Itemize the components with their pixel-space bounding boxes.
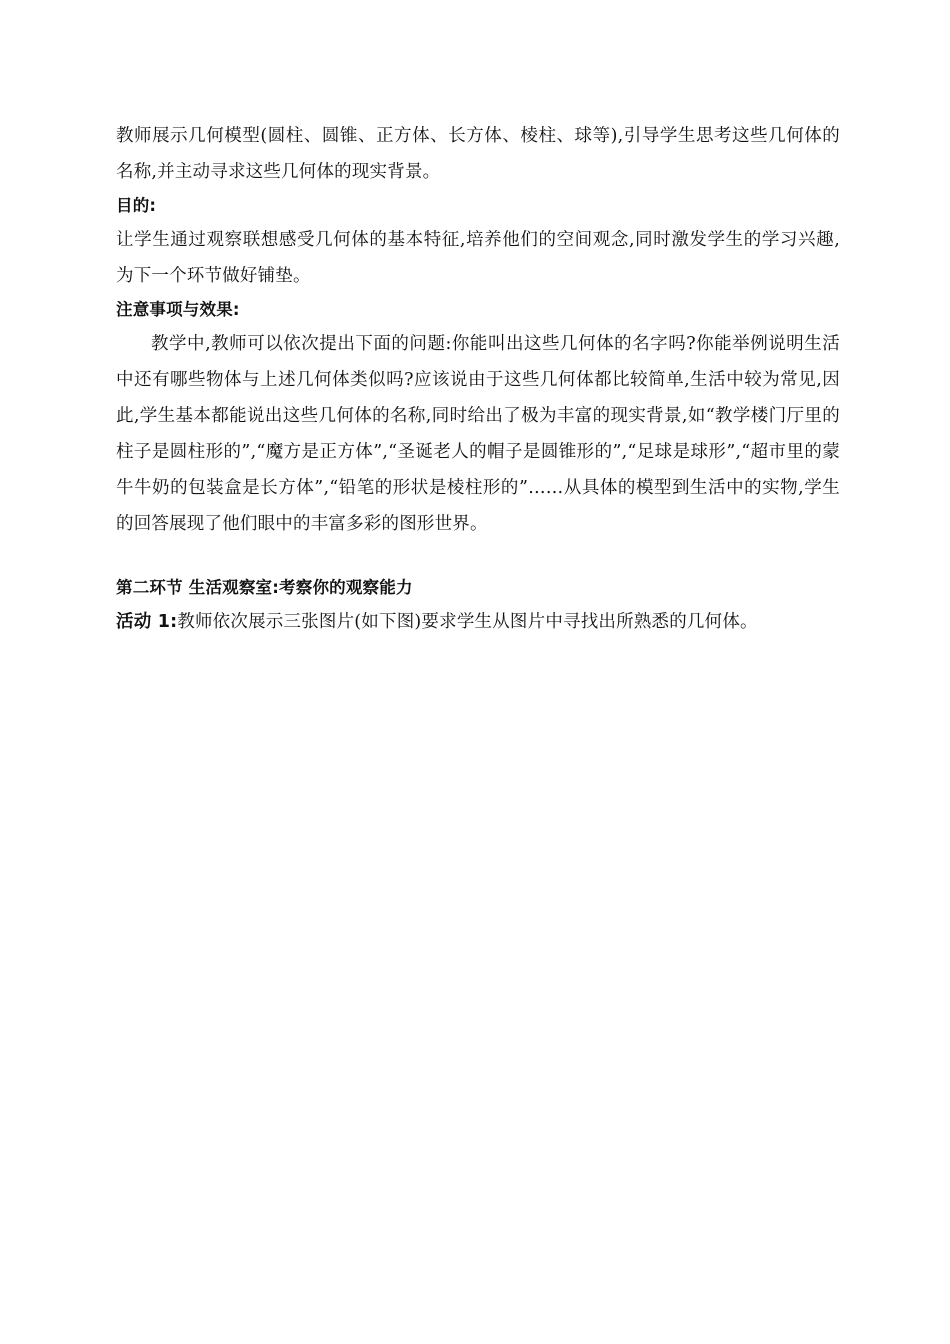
purpose-paragraph: 让学生通过观察联想感受几何体的基本特征,培养他们的空间观念,同时激发学生的学习兴趣,为下一个环节做好铺垫。 xyxy=(116,230,840,286)
notes-paragraph: 教学中,教师可以依次提出下面的问题:你能叫出这些几何体的名字吗?你能举例说明生活中还有哪些物体与上述几何体类似吗?应该说由于这些几何体都比较简单,生活中较为常见,因此,学生基本都能说出这些几何体的名称,同时给出了极为丰富的现实背景,如“教学楼门厅里的柱子是圆柱形的”,“魔方是正方体”,“圣诞老人的帽子是圆锥形的”,“足球是球形”,“超市里的蒙牛牛奶的包装盒是长方体”,“铅笔的形状是棱柱形的”……从具体的模型到生活中的实物,学生的回答展现了他们眼中的丰富多彩的图形世界。 xyxy=(116,334,840,534)
activity-paragraph xyxy=(116,604,840,640)
activity-text: 教师依次展示三张图片(如下图)要求学生从图片中寻找出所熟悉的几何体。 xyxy=(177,612,758,632)
intro-paragraph: 教师展示几何模型(圆柱、圆锥、正方体、长方体、棱柱、球等),引导学生思考这些几何体的名称,并主动寻求这些几何体的现实背景。 xyxy=(116,126,840,182)
document-content xyxy=(116,118,840,640)
activity-label: 活动 1: xyxy=(116,612,178,632)
section-spacer xyxy=(116,542,840,572)
purpose-heading: 目的: xyxy=(116,196,157,215)
notes-heading: 注意事项与效果: xyxy=(116,300,240,319)
section-heading: 第二环节 生活观察室:考察你的观察能力 xyxy=(116,578,413,597)
